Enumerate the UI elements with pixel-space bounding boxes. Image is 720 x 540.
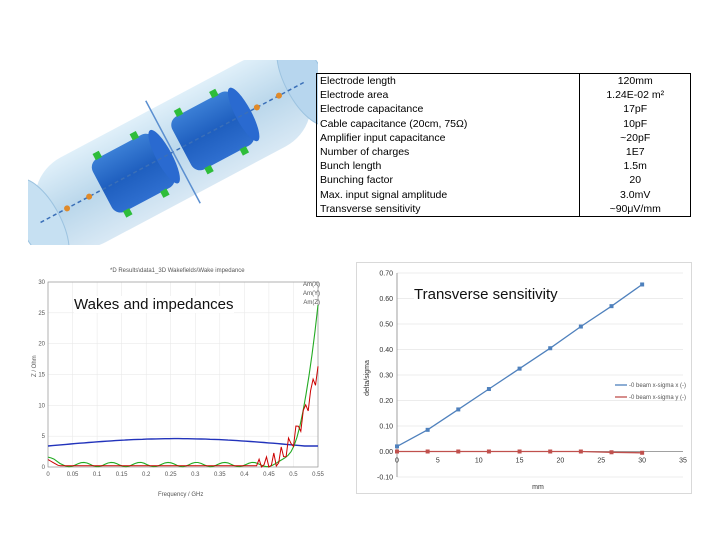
sens-data-point [395,450,399,454]
param-value: 3.0mV [580,188,691,202]
param-label: Max. input signal amplitude [320,188,448,201]
param-value: ~20pF [580,131,691,145]
sens-data-point [610,450,614,454]
param-row [317,202,691,217]
sens-x-tick: 10 [474,457,483,465]
sens-y-tick: 0.70 [379,270,393,278]
wake-ylabel: Z / Ohm [32,355,38,377]
sens-y-tick: 0.50 [379,321,393,329]
wake-y-tick: 15 [38,372,45,379]
wake-plot-header: *D Results\data1_3D Wakefields\Wake impedance [110,268,245,274]
sens-data-point [579,450,583,454]
sens-data-point [487,387,491,391]
wake-legend-z: Am(Z) [303,300,320,306]
sensitivity-caption: Transverse sensitivity [414,286,558,303]
param-value: 10pF [580,117,691,131]
sens-data-point [456,407,460,411]
sens-data-point [548,346,552,350]
wake-y-tick: 25 [38,310,45,317]
param-value: 120mm [580,74,691,89]
wake-xlabel: Frequency / GHz [158,492,204,498]
param-value: ~90μV/mm [580,202,691,217]
wake-x-tick: 0.2 [142,472,151,478]
sens-y-tick: 0.60 [379,296,393,303]
pickup-model-svg [28,60,318,245]
sens-y-tick: 0.10 [379,423,393,431]
sens-y-tick: 0.40 [379,347,393,354]
wake-curve-x [48,366,318,467]
sens-data-point [640,451,644,455]
wake-x-tick: 0.35 [213,472,226,478]
wake-x-tick: 0.1 [92,472,102,478]
wake-y-tick: 0 [41,465,45,471]
sens-legend-label: -0 beam x-sigma x (-) [629,383,687,389]
pickup-model-render [28,60,318,245]
wake-x-tick: 0.15 [115,472,128,478]
param-label: Number of charges [320,146,410,159]
wake-y-tick: 20 [38,341,45,348]
wake-x-tick: 0 [46,472,50,478]
param-row [317,102,691,116]
sens-data-point [487,450,491,454]
param-label: Bunch length [320,160,382,173]
wake-curve-z [48,439,318,446]
sens-x-tick: 20 [556,457,565,465]
sens-y-tick: 0.20 [379,398,393,405]
wake-x-tick: 0.25 [164,472,177,478]
param-label: Electrode length [320,75,396,88]
param-label: Electrode area [320,89,389,102]
sens-data-point [426,428,430,432]
wake-x-tick: 0.3 [191,472,200,478]
sens-data-point [395,444,399,448]
sens-legend-label: -0 beam x-sigma y (-) [629,395,687,401]
param-value: 17pF [580,102,691,116]
sens-data-point [518,450,522,454]
sens-x-tick: 0 [395,457,399,465]
sens-x-tick: 30 [638,457,647,465]
param-value: 1E7 [580,145,691,159]
wake-legend-y: Am(Y) [303,291,320,297]
sens-x-tick: 15 [515,457,524,465]
param-row [317,145,691,159]
param-label: Cable capacitance (20cm, 75Ω) [320,117,468,130]
param-value: 20 [580,173,691,187]
sens-data-point [640,282,644,286]
wake-y-tick: 5 [41,434,45,441]
sens-y-tick: -0.10 [377,474,393,482]
wake-x-tick: 0.05 [66,472,79,478]
sens-y-tick: 0.30 [379,372,393,380]
sens-x-tick: 25 [597,457,606,465]
param-row [317,74,691,89]
sens-ylabel: delta/sigma [364,360,371,396]
param-label: Transverse sensitivity [320,202,421,215]
parameter-table [316,73,691,217]
wake-y-tick: 10 [38,403,45,410]
wake-x-tick: 0.45 [263,472,275,478]
sens-y-tick: 0.00 [379,449,393,456]
param-value: 1.24E-02 m² [580,88,691,102]
param-label: Electrode capacitance [320,103,424,116]
param-value: 1.5m [580,159,691,173]
param-label: Amplifier input capacitance [320,131,446,144]
param-row [317,173,691,187]
param-row [317,88,691,102]
wake-y-tick: 30 [38,280,45,286]
wake-legend-x: Am(X) [303,282,320,288]
sens-data-point [548,450,552,454]
wake-x-tick: 0.55 [312,472,324,478]
sens-x-tick: 35 [679,457,687,465]
param-row [317,117,691,131]
sens-series-line [397,285,642,447]
sens-data-point [610,304,614,308]
param-row [317,159,691,173]
sens-data-point [579,325,583,329]
sens-x-tick: 5 [435,457,440,465]
sens-data-point [518,367,522,371]
param-label: Bunching factor [320,174,393,187]
wake-x-tick: 0.5 [289,472,298,478]
param-row [317,188,691,202]
sens-data-point [456,450,460,454]
wakes-caption: Wakes and impedances [74,296,234,313]
sens-data-point [426,450,430,454]
param-row [317,131,691,145]
wake-x-tick: 0.4 [240,472,249,478]
sens-xlabel: mm [532,484,544,491]
